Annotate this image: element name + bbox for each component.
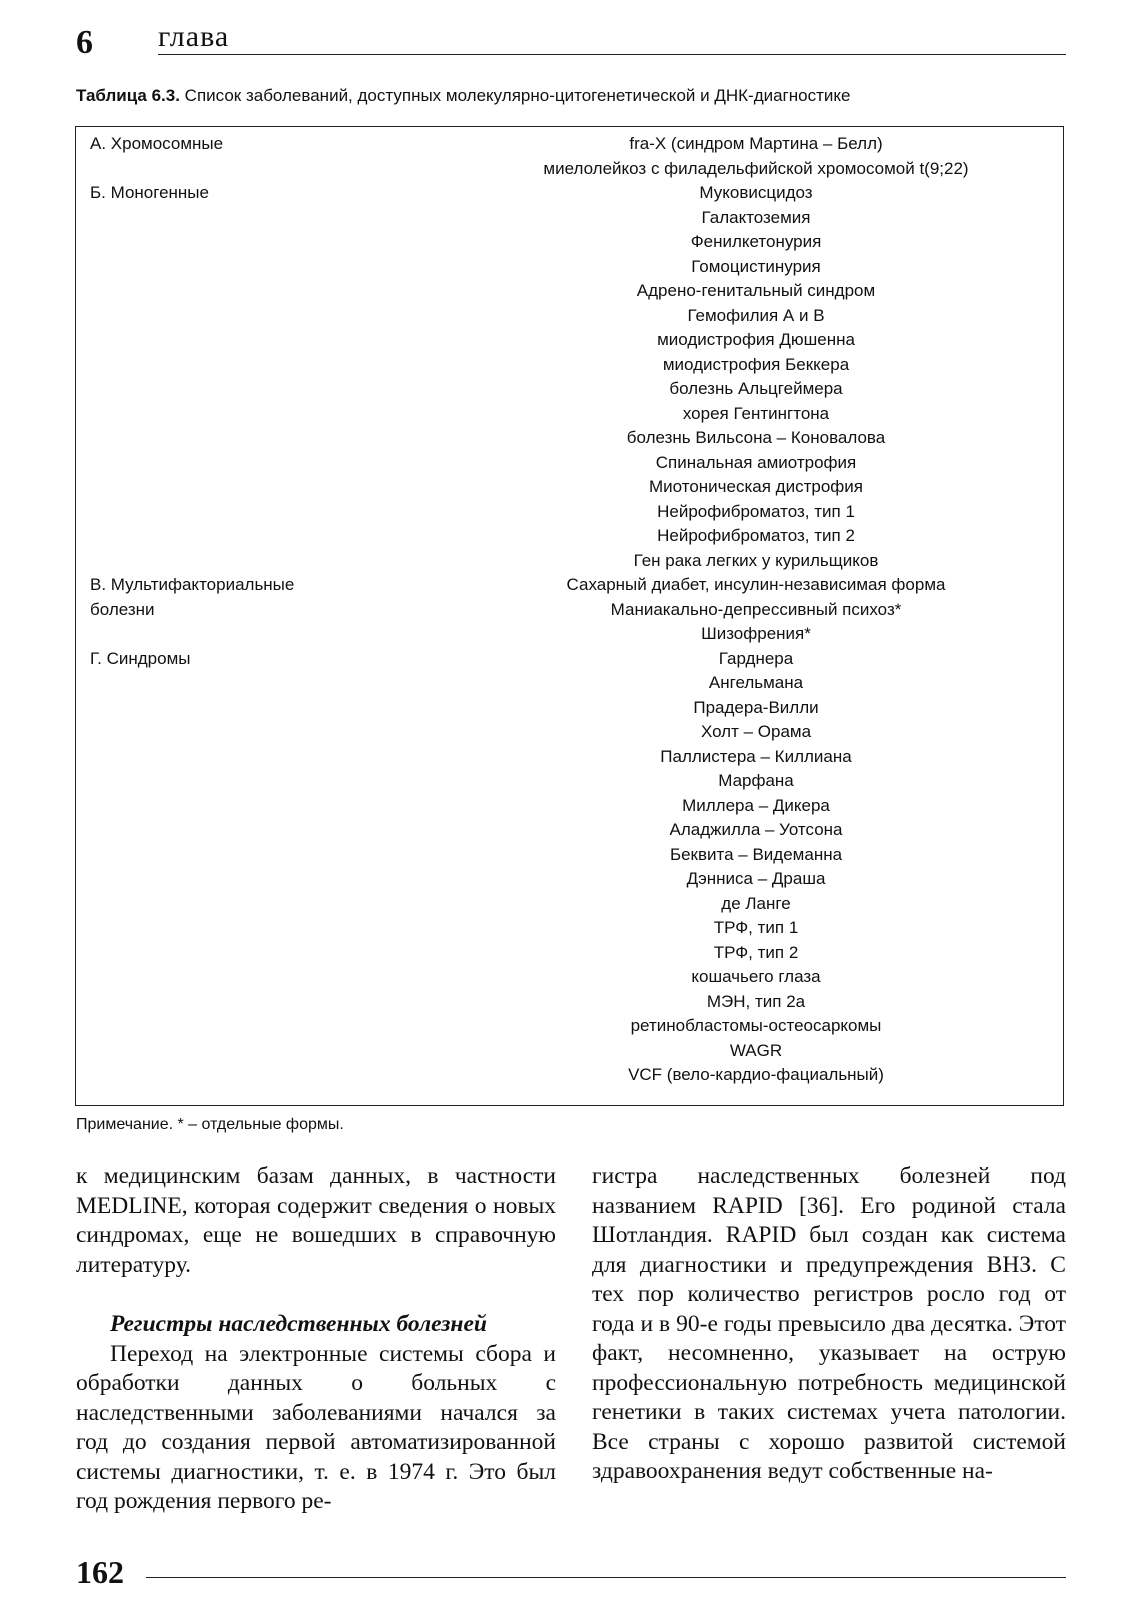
table-category-cell: В. Мультифакториальные (90, 575, 295, 594)
table-disease-cell: Адрено-генитальный синдром (636, 281, 876, 300)
table-row (76, 1014, 1063, 1039)
table-disease-cell: Сахарный диабет, инсулин-независимая форма (566, 575, 946, 594)
table-row (76, 867, 1063, 892)
table-row (76, 402, 1063, 427)
table-category-cell: болезни (90, 599, 155, 619)
table-row (76, 549, 1063, 574)
table-disease-cell: VCF (вело-кардио-фациальный) (628, 1065, 884, 1084)
section-subheading: Регистры наследственных болезней (110, 1311, 487, 1337)
table-disease-cell: Муковисцидоз (699, 183, 813, 202)
page-number: 162 (76, 1554, 124, 1590)
table-row (76, 1063, 1063, 1088)
table-caption (76, 86, 1066, 106)
table-row (76, 181, 1063, 206)
table-disease-cell: Нейрофиброматоз, тип 2 (657, 526, 855, 545)
table-disease-cell: МЭН, тип 2а (706, 991, 806, 1011)
table-row (76, 475, 1063, 500)
chapter-label: глава (158, 20, 230, 53)
table-row (76, 990, 1063, 1015)
table-disease-cell: миодистрофия Дюшенна (657, 330, 855, 349)
paragraph: к медицинским базам данных, в частности MEDLINE, которая содержит сведения о новых синдромах, еще не вошедших в справочную литературу. (76, 1163, 556, 1278)
table-caption-text: Список заболеваний, доступных молекулярно-цитогенетической и ДНК-диагностике (179, 86, 851, 105)
table-row (76, 647, 1063, 672)
footer-rule (146, 1577, 1066, 1578)
table-category-cell: Б. Моногенные (90, 183, 209, 202)
table-row (76, 279, 1063, 304)
table-disease-cell: Ген рака легких у курильщиков (633, 550, 879, 570)
table-row (76, 230, 1063, 255)
table-row (76, 353, 1063, 378)
table-row (76, 671, 1063, 696)
table-row (76, 1039, 1063, 1064)
table-row (76, 132, 1063, 157)
paragraph: гистра наследственных болезней под названием RAPID [36]. Его родиной стала Шотландия. RAPID был создан как система для диагностики и предупреждения ВНЗ. С тех пор количество регистров росло год от года и в 90-е годы превысило два десятка. Этот факт, несомненно, указывает на острую профессиональную потребность медицинской генетики в таких системах учета патологии. Все страны с хорошо развитой системой здравоохранения ведут собственные на- (592, 1163, 1066, 1484)
table-row (76, 745, 1063, 770)
table-disease-cell: Гомоцистинурия (691, 256, 821, 276)
table-disease-cell: болезнь Альцгеймера (669, 379, 843, 398)
table-disease-cell: хорея Гентингтона (682, 403, 830, 423)
table-row (76, 500, 1063, 525)
paragraph: Переход на электронные системы сбора и обработки данных о больных с наследственными заболеваниями начался за год до создания первой автоматизированной системы диагностики, т. е. в 1974 г. Это был год рождения первого ре- (76, 1340, 556, 1514)
table-disease-cell: Нейрофиброматоз, тип 1 (657, 501, 855, 521)
table-row (76, 843, 1063, 868)
table-disease-cell: ТРФ, тип 2 (713, 942, 799, 962)
table-note: Примечание. * – отдельные формы. (76, 1116, 344, 1133)
table-disease-cell: болезнь Вильсона – Коновалова (626, 428, 886, 447)
table-row (76, 769, 1063, 794)
table-disease-cell: Холт – Орама (700, 722, 812, 741)
table-caption-label: Таблица 6.3. (76, 86, 180, 105)
table-disease-cell: Ангельмана (708, 673, 804, 692)
text-column-left (76, 1162, 556, 1517)
table-row (76, 524, 1063, 549)
table-row (76, 598, 1063, 623)
table-disease-cell: кошачьего глаза (691, 967, 821, 986)
table-category-cell: А. Хромосомные (90, 134, 224, 153)
table-row (76, 304, 1063, 329)
table-disease-cell: Дэнниса – Драша (686, 869, 826, 888)
table-disease-cell: Шизофрения* (701, 624, 811, 643)
table-disease-cell: Аладжилла – Уотсона (669, 820, 843, 839)
table-disease-cell: Галактоземия (701, 207, 811, 227)
table-disease-cell: миодистрофия Беккера (662, 354, 850, 374)
chapter-header (76, 20, 1066, 60)
table-row (76, 941, 1063, 966)
table-disease-cell: Спинальная амиотрофия (655, 452, 857, 472)
table-row (76, 157, 1063, 182)
table-disease-cell: Гарднера (718, 648, 794, 668)
table-disease-cell: Паллистера – Киллиана (660, 746, 852, 766)
text-column-right (592, 1162, 1066, 1487)
table-row (76, 622, 1063, 647)
table-row (76, 794, 1063, 819)
table-row (76, 696, 1063, 721)
table-row (76, 255, 1063, 280)
table-category-cell: Г. Синдромы (90, 648, 191, 668)
table-disease-cell: де Ланге (721, 893, 791, 913)
table-row (76, 892, 1063, 917)
table-row (76, 451, 1063, 476)
header-rule (158, 54, 1066, 55)
table-row (76, 916, 1063, 941)
table-row (76, 206, 1063, 231)
table-row (76, 720, 1063, 745)
table-disease-cell: Миотоническая дистрофия (649, 477, 863, 496)
table-disease-cell: WAGR (729, 1040, 783, 1060)
table-row (76, 377, 1063, 402)
table-disease-cell: fra-X (синдром Мартина – Белл) (629, 134, 883, 153)
table-disease-cell: миелолейкоз с филадельфийской хромосомой t(9;22) (543, 158, 969, 178)
table-row (76, 328, 1063, 353)
table-disease-cell: Маниакально-депрессивный психоз* (610, 599, 902, 619)
table-disease-cell: Миллера – Дикера (682, 795, 830, 815)
table-disease-cell: ретинобластомы-остеосаркомы (630, 1016, 882, 1035)
table-row (76, 818, 1063, 843)
table-row (76, 426, 1063, 451)
table-disease-cell: Прадера-Вилли (693, 697, 819, 717)
table-disease-cell: ТРФ, тип 1 (713, 918, 799, 937)
page-footer (76, 1555, 1066, 1595)
table-disease-cell: Марфана (718, 771, 794, 790)
chapter-number: 6 (76, 24, 93, 61)
table-disease-cell: Беквита – Видеманна (669, 844, 843, 864)
table-row (76, 573, 1063, 598)
table-disease-cell: Гемофилия А и В (687, 305, 825, 325)
disease-table (75, 126, 1064, 1106)
table-disease-cell: Фенилкетонурия (690, 232, 822, 251)
table-row (76, 965, 1063, 990)
